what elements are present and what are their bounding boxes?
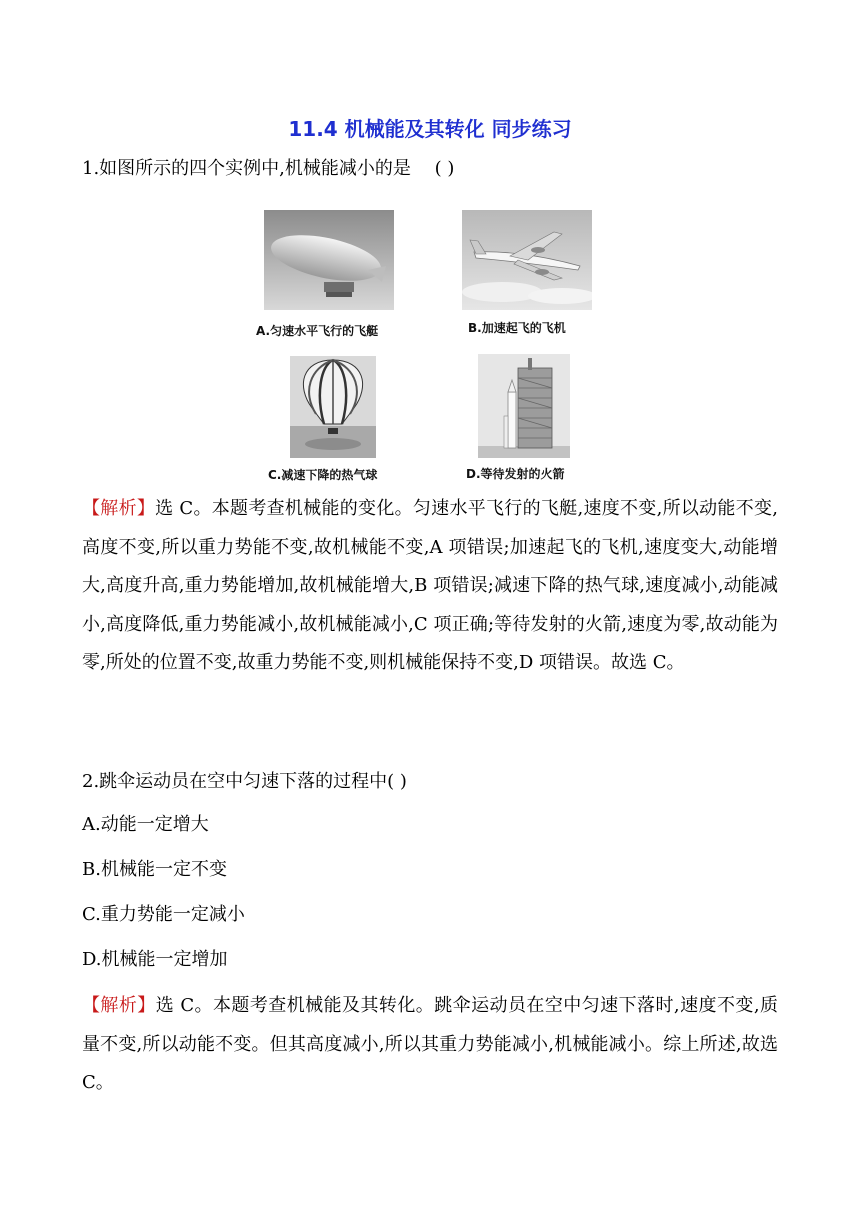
figure-airship (264, 210, 394, 310)
figure-airplane (462, 210, 592, 310)
option-d: D.机械能一定增加 (82, 949, 228, 970)
analysis-text: 选 C。本题考查机械能及其转化。跳伞运动员在空中匀速下落时,速度不变,质量不变,所以动能不变。但其高度减小,所以其重力势能减小,机械能减小。综上所述,故选 C。 (82, 995, 778, 1093)
answer-blank: ( ) (434, 158, 455, 179)
caption-c: C.减速下降的热气球 (268, 468, 378, 482)
question-1-stem (82, 157, 454, 181)
analysis-text: 选 C。本题考查机械能的变化。匀速水平飞行的飞艇,速度不变,所以动能不变,高度不变,所以重力势能不变,故机械能不变,A 项错误;加速起飞的飞机,速度变大,动能增大,高度升高,重力势能增加,故机械能增大,B 项错误;减速下降的热气球,速度减小,动能减小,高度降低,重力势能减小,故机械能减小,C 项正确;等待发射的火箭,速度为零,故动能为零,所处的位置不变,故重力势能不变,则机械能保持不变,D 项错误。故选 C。 (82, 498, 779, 673)
caption-b: B.加速起飞的飞机 (468, 321, 566, 335)
analysis-tag: 【解析】 (82, 995, 156, 1016)
figure-rocket (478, 354, 570, 458)
figure-hot-air-balloon (290, 356, 376, 458)
page-title: 11.4 机械能及其转化 同步练习 (288, 117, 572, 141)
question-2-analysis (82, 987, 778, 1103)
analysis-tag: 【解析】 (82, 498, 156, 519)
option-c: C.重力势能一定减小 (82, 904, 245, 925)
option-b: B.机械能一定不变 (82, 859, 227, 880)
question-2-stem: 2.跳伞运动员在空中匀速下落的过程中( ) (82, 771, 407, 792)
caption-a: A.匀速水平飞行的飞艇 (256, 324, 379, 338)
caption-d: D.等待发射的火箭 (466, 467, 565, 481)
option-a: A.动能一定增大 (82, 814, 209, 835)
question-1-analysis (82, 490, 778, 683)
question-1-text: 1.如图所示的四个实例中,机械能减小的是 (82, 158, 411, 179)
